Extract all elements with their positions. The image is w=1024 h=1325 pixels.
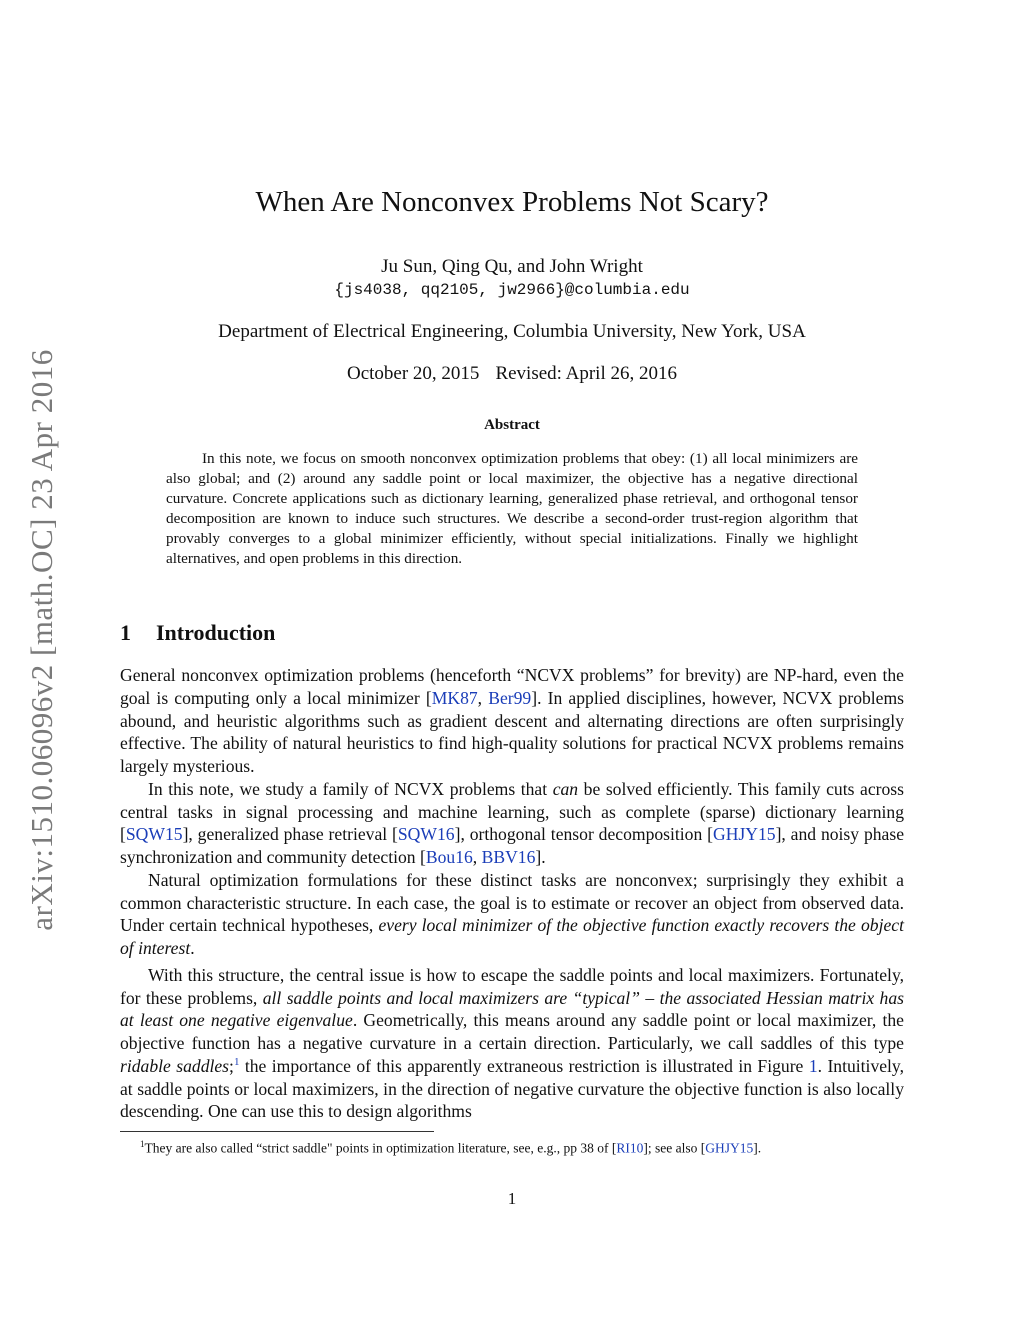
text-run: Natural optimization formulations for these distinct tasks are nonconvex; surprisingly they exhibit a common characteristic structure. In each case, the goal is to estimate or recover an object from observed data. Under certain technical hypotheses, [120, 869, 904, 936]
citation-link[interactable]: SQW16 [397, 824, 455, 845]
text-run: , [477, 687, 489, 708]
emphasis-text: all saddle points and local maximizers are “typical” – the associated Hessian matrix has at least one negative eigenvalue [120, 987, 904, 1031]
emphasis-text: ridable saddles [120, 1055, 230, 1076]
text-run: General nonconvex optimization problems (henceforth “NCVX problems” for brevity) are NP-hard, even the goal is computing only a local minimizer [ [120, 665, 904, 708]
text-run: ]. [753, 1140, 762, 1156]
text-run: ], generalized phase retrieval [ [182, 824, 398, 845]
text-run: In this note, we study a family of NCVX problems that [148, 778, 553, 799]
text-run: ]. [535, 847, 546, 867]
text-run: They are also called “strict saddle" points in optimization literature, see, e.g., pp 38 of [ [144, 1140, 617, 1156]
citation-link[interactable]: Ber99 [488, 687, 532, 708]
paragraph-1 [120, 664, 904, 778]
emphasis-text: every local minimizer of the objective function exactly recovers the object of interest [120, 915, 904, 958]
affiliation: Department of Electrical Engineering, Columbia University, New York, USA [218, 321, 806, 342]
citation-link[interactable]: SQW15 [125, 824, 183, 845]
emphasis-text: can [552, 778, 579, 799]
text-run: With this structure, the central issue is how to escape the saddle points and local maximizers. Fortunately, for these problems, [120, 964, 904, 1008]
page-number: 1 [507, 1189, 517, 1208]
revised-date: Revised: April 26, 2016 [495, 363, 677, 384]
text-run: ]. In applied disciplines, however, NCVX problems abound, and heuristic algorithms such as gradient descent and alternating directions are often surprisingly effective. The ability of natural heuristics to find high-quality solutions for practical NCVX problems remains largely mysterious. [120, 687, 905, 776]
citation-link[interactable]: GHJY15 [705, 1140, 754, 1156]
text-run: ], orthogonal tensor decomposition [ [454, 824, 713, 845]
author-emails: {js4038, qq2105, jw2966}@columbia.edu [334, 281, 690, 299]
paragraph-4 [120, 964, 904, 1123]
text-run: , [472, 847, 482, 867]
section-title: Introduction [156, 620, 276, 645]
section-number: 1 [120, 620, 131, 645]
citation-link[interactable]: GHJY15 [713, 824, 776, 845]
footnote [120, 1136, 904, 1157]
citation-link[interactable]: MK87 [431, 687, 478, 708]
text-run: . Geometrically, this means around any saddle point or local maximizer, the objective function has a negative curvature in a certain direction. Particularly, we call saddles of this type [120, 1010, 904, 1053]
footnote-mark: 1 [140, 1139, 145, 1149]
figure-link[interactable]: 1 [808, 1055, 818, 1076]
author-list: Ju Sun, Qing Qu, and John Wright [381, 256, 643, 277]
paragraph-2 [120, 778, 904, 869]
abstract-text: In this note, we focus on smooth nonconvex optimization problems that obey: (1) all local minimizers are also global; and (2) around any saddle point or local maximizer, the objective has a negative directional curvature. Concrete applications such as dictionary learning, generalized phase retrieval, and orthogonal tensor decomposition are known to induce such structures. We describe a second-order trust-region algorithm that provably converges to a global minimizer efficiently, without special initializations. Finally we highlight alternatives, and open problems in this direction. [166, 450, 858, 568]
date-line [0, 363, 1024, 385]
abstract-heading: Abstract [484, 417, 540, 433]
citation-link[interactable]: Bou16 [425, 847, 473, 867]
arxiv-stamp: arXiv:1510.06096v2 [math.OC] 23 Apr 2016 [24, 349, 59, 931]
text-run: . [190, 938, 195, 958]
text-run: be solved efficiently. This family cuts across central tasks in signal processing and machine learning, such as complete (sparse) dictionary learning [ [120, 778, 904, 845]
footnote-marker-link[interactable]: 1 [233, 1055, 240, 1068]
text-run: ; [229, 1055, 234, 1076]
citation-link[interactable]: BBV16 [481, 847, 536, 867]
paper-title: When Are Nonconvex Problems Not Scary? [255, 186, 769, 218]
original-date: October 20, 2015 [346, 363, 480, 384]
footnote-rule [120, 1131, 434, 1132]
text-run: ], and noisy phase synchronization and community detection [ [120, 824, 905, 867]
body-text [120, 664, 904, 1123]
text-run: the importance of this apparently extraneous restriction is illustrated in Figure [239, 1055, 809, 1076]
text-run: ]; see also [ [643, 1140, 706, 1156]
paragraph-3 [120, 869, 904, 960]
citation-link[interactable]: RI10 [616, 1140, 644, 1156]
section-heading [120, 620, 275, 646]
text-run: . Intuitively, at saddle points or local maximizers, in the direction of negative curvature the objective function is also locally descending. One can use this to design algorithms [120, 1055, 904, 1122]
